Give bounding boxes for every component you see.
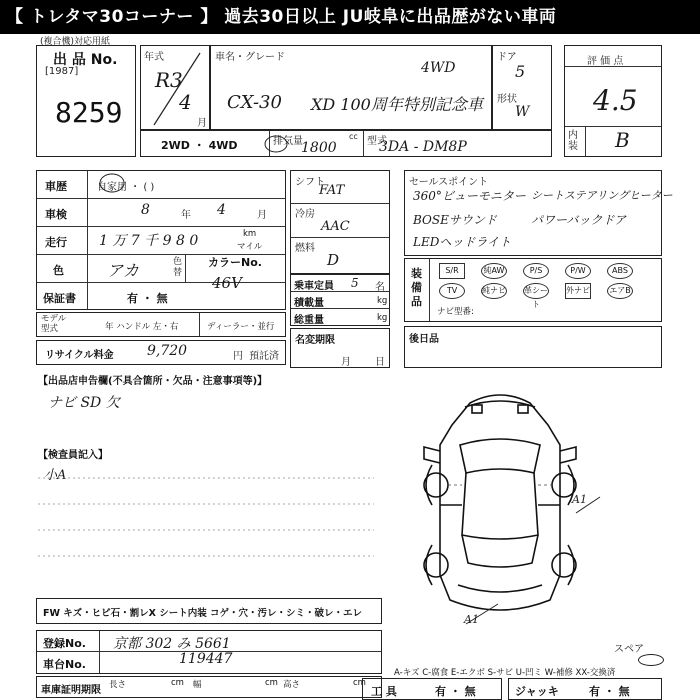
fuel-label: 燃料 xyxy=(295,243,315,254)
year-month: 4 xyxy=(179,90,192,114)
warranty-label: 保証書 xyxy=(43,292,76,305)
registration-label: 登録No. xyxy=(43,637,86,650)
equipment-ps: P/S xyxy=(523,263,549,279)
equipment-aftermarket-navi: 外ナビ xyxy=(565,283,591,299)
equipment-pw: P/W xyxy=(565,263,591,279)
doors-value: 5 xyxy=(515,62,526,81)
model-type-box xyxy=(36,312,286,337)
doors-label: ドア xyxy=(497,52,517,63)
name-change-label: 名変期限 xyxy=(295,335,335,346)
tools-label: 工 具 xyxy=(371,685,397,698)
name-change-day: 日 xyxy=(375,357,385,368)
inspector-value: 小A xyxy=(44,468,67,483)
header-banner: 【 トレタマ30コーナー 】 過去30日以上 JU岐阜に出品歴がない車両 xyxy=(0,0,700,34)
history-value: 自家用 ・ ( ) xyxy=(97,182,155,193)
jack-label: ジャッキ xyxy=(515,685,559,698)
model-code-label: 型式 xyxy=(367,136,387,147)
drive-circle xyxy=(264,135,288,153)
jack-box xyxy=(508,678,662,700)
name-label: 車名・グレード xyxy=(215,52,285,63)
doors-box xyxy=(492,45,552,130)
tools-value: 有 ・ 無 xyxy=(435,685,476,698)
inspection-year: 8 xyxy=(141,202,150,218)
certificate-cm: cm xyxy=(265,678,278,688)
capacity-box xyxy=(290,274,390,326)
selling-point-item: シートステアリングヒーター xyxy=(531,189,673,202)
recycle-box xyxy=(36,340,286,365)
load-unit: kg xyxy=(377,296,388,306)
inspection-label: 車検 xyxy=(45,208,67,221)
damage-pointer-bottom xyxy=(462,600,502,628)
name-change-unit: 月 xyxy=(341,357,351,368)
selling-point-item: LEDヘッドライト xyxy=(413,235,511,249)
model-type-handle: 年 ハンドル 左・右 xyxy=(105,322,179,332)
mid-box xyxy=(290,170,390,274)
history-label: 車歴 xyxy=(45,180,67,193)
ac-value: AAC xyxy=(321,219,350,234)
inspector-ruled-lines xyxy=(36,460,376,580)
recycle-label: リサイクル料金 xyxy=(45,350,114,361)
equipment-label: 装備品 xyxy=(411,267,422,308)
capacity-value: 5 xyxy=(351,276,359,290)
recycle-status: 預託済 xyxy=(249,351,279,362)
displacement-unit: cc xyxy=(349,132,358,141)
chassis-label: 車台No. xyxy=(43,658,86,671)
jack-value: 有 ・ 無 xyxy=(589,685,630,698)
ac-label: 冷房 xyxy=(295,209,315,220)
lot-number: 8259 xyxy=(55,96,123,129)
drive-label: 2WD ・ 4WD xyxy=(161,139,238,152)
capacity-unit: 名 xyxy=(375,282,385,293)
registration-box xyxy=(36,630,382,674)
declaration-value: ナビ SD 欠 xyxy=(48,395,120,411)
recycle-value: 9,720 xyxy=(147,343,188,359)
color-no-value: 46V xyxy=(212,274,242,292)
color-value: アカ xyxy=(107,261,139,280)
model-type-label: モデル型式 xyxy=(41,314,67,334)
score-box xyxy=(564,45,662,157)
inspection-year-unit: 年 xyxy=(181,210,191,221)
model-name: CX-30 xyxy=(227,92,282,113)
declaration-label: 【出品店申告欄(不具合箇所・欠品・注意事項等)】 xyxy=(38,376,268,387)
certificate-box xyxy=(36,676,382,698)
score-label: 評 価 点 xyxy=(587,56,624,67)
weight-unit: kg xyxy=(377,313,388,323)
certificate-cm: cm xyxy=(353,678,366,688)
year-slash xyxy=(140,45,210,130)
registration-value: 京都 302 み 5661 xyxy=(113,636,231,652)
sheet-note: (複合機)対応用紙 xyxy=(40,37,111,47)
certificate-height-label: 高さ xyxy=(283,680,301,690)
car-diagram xyxy=(410,385,590,630)
fuel-value: D xyxy=(327,251,340,269)
certificate-label: 車庫証明期限 xyxy=(41,685,101,696)
damage-key-box xyxy=(36,598,382,624)
history-circle xyxy=(99,172,125,194)
grade-name: XD 100周年特別記念車 xyxy=(311,95,483,114)
inspection-month-unit: 月 xyxy=(257,210,267,221)
color-label: 色 xyxy=(53,264,64,277)
equipment-abs: ABS xyxy=(607,263,633,279)
year-label: 年式 xyxy=(144,52,164,63)
score-value: 4.5 xyxy=(593,84,638,117)
selling-point-item: パワーバックドア xyxy=(531,213,627,227)
mileage-unit-mile: マイル xyxy=(237,242,263,252)
year-month-unit: 月 xyxy=(197,118,207,129)
lot-box xyxy=(36,45,136,157)
notes-box xyxy=(404,326,662,368)
year-value: R3 xyxy=(155,68,183,92)
spare-icon xyxy=(638,654,664,666)
drive-note: 4WD xyxy=(421,60,456,76)
recycle-unit: 円 xyxy=(233,351,243,362)
model-type-dealer: ディーラー・並行 xyxy=(207,322,275,332)
inspection-month: 4 xyxy=(217,202,226,218)
equipment-navi-model: ナビ型番: xyxy=(437,307,474,317)
model-code-value: 3DA - DM8P xyxy=(379,139,467,155)
lot-sub: [1987] xyxy=(45,66,79,77)
equipment-sr: S/R xyxy=(439,263,465,279)
certificate-width-label: 幅 xyxy=(193,680,202,690)
color-change-label: 色替 xyxy=(173,257,183,278)
damage-key-label: FW キズ・ヒビ石・割レX シート内装 コゲ・穴・汚レ・シミ・破レ・エレ xyxy=(43,608,363,619)
damage-mark-right: A1 xyxy=(572,493,587,506)
shift-label: シフト xyxy=(295,177,325,188)
equipment-alloy-wheel: 純AW xyxy=(481,263,507,279)
selling-point-item: BOSEサウンド xyxy=(413,213,497,227)
equipment-box xyxy=(404,258,662,322)
chassis-value: 119447 xyxy=(179,651,233,667)
mileage-unit-km: km xyxy=(243,229,257,239)
weight-label: 総重量 xyxy=(294,315,324,326)
mileage-value: 1 万 7 千 9 8 0 xyxy=(99,233,199,249)
interior-value: B xyxy=(615,128,630,152)
selling-points-label: セールスポイント xyxy=(409,177,489,188)
spare-label: スペア xyxy=(614,644,644,655)
selling-points-box xyxy=(404,170,673,256)
certificate-length-label: 長さ xyxy=(109,680,127,690)
damage-mark-bottom: A1 xyxy=(464,613,479,626)
certificate-cm: cm xyxy=(171,678,184,688)
mileage-label: 走行 xyxy=(45,236,67,249)
shift-value: FAT xyxy=(319,183,345,198)
name-change-box xyxy=(290,328,390,368)
name-box xyxy=(210,45,492,130)
capacity-label: 乗車定員 xyxy=(294,281,334,292)
shape-label: 形状 xyxy=(497,94,517,105)
selling-point-item: 360°ビューモニター xyxy=(413,189,526,203)
color-no-box xyxy=(186,252,286,292)
spec-row xyxy=(140,130,552,157)
equipment-genuine-navi: 純ナビ xyxy=(481,283,507,299)
inspector-label: 【検査員記入】 xyxy=(38,450,108,461)
equipment-airbag: エアB xyxy=(607,283,633,299)
interior-label: 内装 xyxy=(568,130,578,152)
displacement-value: 1800 xyxy=(301,140,337,156)
shape-value: W xyxy=(515,104,530,120)
damage-legend: A-キズ C-腐食 E-エクボ S-サビ U-凹ミ W-補修 XX-交換済 xyxy=(394,668,616,678)
equipment-tv: TV xyxy=(439,283,465,299)
tools-box xyxy=(362,678,502,700)
notes-label: 後日品 xyxy=(409,334,439,345)
lot-label: 出 品 No. xyxy=(53,52,118,68)
color-no-label: カラーNo. xyxy=(208,256,262,269)
load-label: 積載量 xyxy=(294,298,324,309)
warranty-value: 有 ・ 無 xyxy=(127,292,168,305)
equipment-leather-seat: 革シート xyxy=(523,283,549,299)
displacement-label: 排気量 xyxy=(273,136,303,147)
damage-pointer-right xyxy=(574,495,604,515)
